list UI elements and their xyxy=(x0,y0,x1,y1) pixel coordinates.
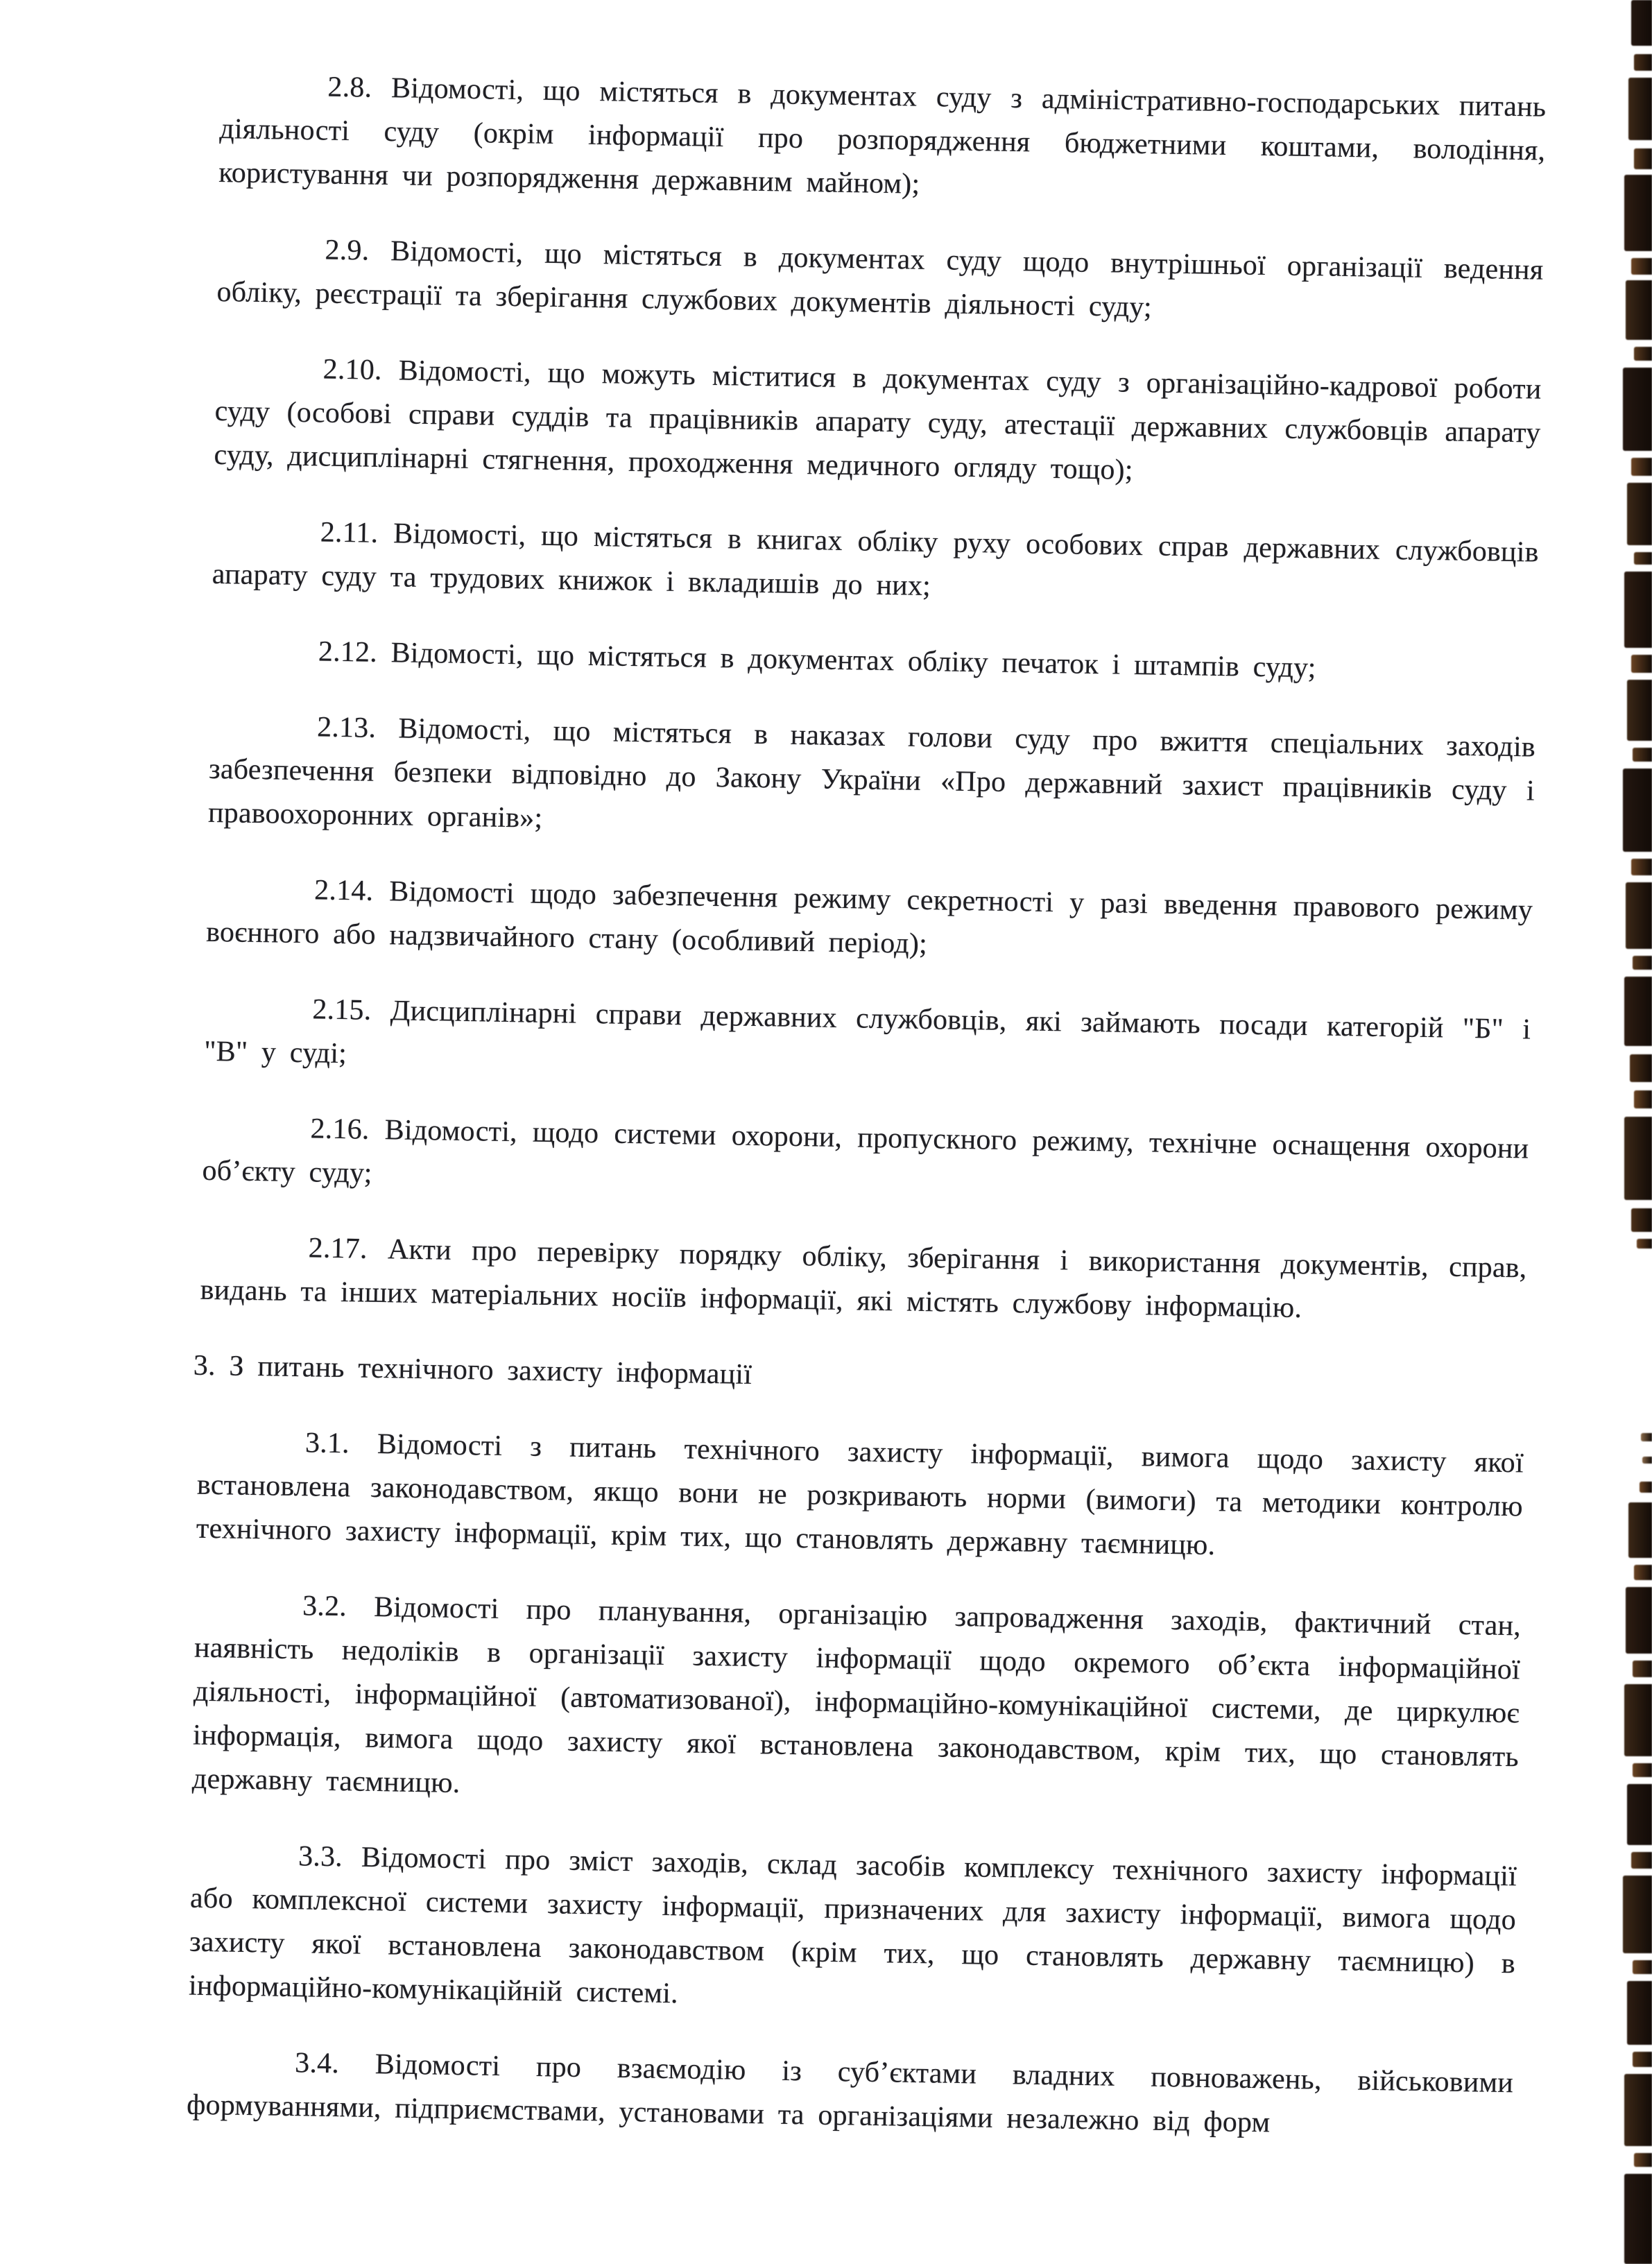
paragraph-3-1 xyxy=(196,1420,1524,1573)
paragraph-number: 2.16. xyxy=(310,1113,370,1146)
paragraph-text: Відомості, щодо системи охорони, пропускного режиму, технічне оснащення охорони об’єкту суду; xyxy=(202,1114,1529,1190)
scan-edge-mark xyxy=(1624,2174,1652,2264)
document-text-block xyxy=(186,64,1547,2181)
scan-edge-mark xyxy=(1624,175,1652,251)
scan-edge-mark xyxy=(1627,680,1652,741)
paragraph-3-4 xyxy=(187,2040,1514,2150)
scan-edge-mark xyxy=(1627,1981,1652,2045)
scan-edge-mark xyxy=(1627,483,1652,545)
scan-edge-mark xyxy=(1633,1960,1652,1974)
paragraph-number: 2.14. xyxy=(313,874,374,907)
scan-edge-mark xyxy=(1624,572,1652,648)
paragraph-2-14 xyxy=(206,867,1533,977)
paragraph-2-8 xyxy=(218,64,1547,217)
scan-edge-mark xyxy=(1634,2153,1652,2167)
scan-edge-mark xyxy=(1631,655,1652,673)
paragraph-text: Відомості про планування, організацію запровадження заходів, фактичний стан, наявність недоліків в організації захисту інформації щодо окремого об’єкта інформаційної діяльності, інформаційної (автоматизованої), інформаційно-комунікаційної системи, де циркулює інформація, вимога щодо захисту якої встановлена законодавством, крім тих, що становлять державну таємницю. xyxy=(191,1590,1522,1800)
paragraph-2-13 xyxy=(208,704,1536,857)
scan-edge-mark xyxy=(1633,2052,1652,2067)
scan-edge-mark xyxy=(1627,1784,1652,1845)
scan-edge-mark xyxy=(1631,859,1652,875)
paragraph-2-15 xyxy=(204,986,1531,1096)
paragraph-text: Дисциплінарні справи державних службовців, які займають посади категорій "Б" і "В" у суді; xyxy=(204,995,1531,1070)
scan-edge-mark xyxy=(1624,2074,1652,2146)
scan-edge-mark xyxy=(1624,977,1652,1046)
paragraph-number: 2.15. xyxy=(312,993,372,1027)
scan-edge-mark xyxy=(1633,748,1652,762)
scan-edge-mark xyxy=(1631,1208,1652,1232)
paragraph-text: Відомості про зміст заходів, склад засобів комплексу технічного захисту інформації або комплексної системи захисту інформації, призначених для захисту інформації, вимога щодо захисту якої встановлена законодавством (крім тих, що становлять державну таємницю) в інформаційно-комунікаційній системі. xyxy=(188,1841,1517,2010)
paragraph-number: 2.13. xyxy=(316,711,377,744)
scan-edge-mark xyxy=(1626,882,1652,949)
paragraph-number: 2.11. xyxy=(320,516,379,549)
scan-edge-mark xyxy=(1623,1876,1652,1953)
paragraph-number: 3.3. xyxy=(298,1840,343,1873)
paragraph-number: 3.1. xyxy=(304,1427,350,1460)
section-number: 3. xyxy=(193,1349,216,1382)
section-title: З питань технічного захисту інформації xyxy=(229,1350,752,1391)
paragraph-text: Акти про перевірку порядку обліку, зберігання і використання документів, справ, видань та інших матеріальних носіїв інформації, які містять службову інформацію. xyxy=(200,1233,1527,1325)
scan-edge-mark xyxy=(1634,148,1652,169)
paragraph-number: 2.9. xyxy=(325,234,370,267)
paragraph-text: Відомості, що містяться в книгах обліку руху особових справ державних службовців апарату суду та трудових книжок і вкладишів до них; xyxy=(212,517,1539,603)
paragraph-text: Відомості, що містяться в наказах голови суду про вжиття спеціальних заходів забезпечення безпеки відповідно до Закону України «Про державний захист працівників суду і правоохоронних органів»; xyxy=(207,712,1536,834)
paragraph-text: Відомості щодо забезпечення режиму секретності у разі введення правового режиму воєнного або надзвичайного стану (особливий період); xyxy=(205,875,1533,961)
paragraph-2-17 xyxy=(200,1225,1527,1335)
scan-edge-mark xyxy=(1634,552,1652,565)
scan-edge-mark xyxy=(1640,1482,1652,1493)
paragraph-number: 2.12. xyxy=(318,635,378,669)
scan-edge-mark xyxy=(1624,1684,1652,1756)
paragraph-text: Відомості, що містяться в документах обліку печаток і штампів суду; xyxy=(390,637,1316,685)
scan-edge-mark xyxy=(1626,1587,1652,1654)
paragraph-text: Відомості з питань технічного захисту інформації, вимога щодо захисту якої встановлена законодавством, якщо вони не розкривають норми (вимоги) та методики контролю технічного захисту інформації, крім тих, що становлять державну таємницю. xyxy=(196,1428,1524,1562)
scan-edge-mark xyxy=(1633,1763,1652,1777)
scan-edge-mark xyxy=(1624,1117,1652,1200)
paragraph-text: Відомості, що можуть міститися в документах суду з організаційно-кадрової роботи суду (особові справи суддів та працівників апарату суду, атестації державних службовців апарату суду, дисциплінарні стягнення, проходження медичного огляду тощо); xyxy=(214,354,1542,486)
paragraph-number: 3.2. xyxy=(302,1590,347,1623)
scan-edge-mark xyxy=(1626,280,1652,340)
paragraph-text: Відомості, що містяться в документах суду щодо внутрішньої організації ведення обліку, реєстрації та зберігання службових документів діяльності суду; xyxy=(216,235,1544,324)
scan-edge-mark xyxy=(1634,54,1652,71)
scan-edge-mark xyxy=(1634,347,1652,361)
paragraph-number: 3.4. xyxy=(294,2047,340,2080)
scan-edge-artifact xyxy=(1608,0,1652,2264)
scan-edge-mark xyxy=(1623,769,1652,852)
scan-edge-mark xyxy=(1633,956,1652,970)
scan-edge-mark xyxy=(1634,1565,1652,1580)
paragraph-number: 2.8. xyxy=(327,71,372,104)
paragraph-2-11 xyxy=(212,509,1539,619)
paragraph-2-10 xyxy=(214,346,1542,499)
scan-edge-mark xyxy=(1637,1239,1652,1249)
scan-edge-mark xyxy=(1631,1852,1652,1869)
paragraph-number: 2.17. xyxy=(308,1232,368,1265)
scan-edge-mark xyxy=(1634,1090,1652,1108)
scan-edge-mark xyxy=(1628,1502,1652,1558)
scan-edge-mark xyxy=(1642,1457,1652,1464)
scan-edge-mark xyxy=(1631,258,1652,275)
scan-edge-mark xyxy=(1628,78,1652,140)
paragraph-2-9 xyxy=(216,227,1544,336)
paragraph-number: 2.10. xyxy=(322,353,383,386)
scan-edge-mark xyxy=(1623,368,1652,451)
scan-edge-mark xyxy=(1633,1661,1652,1677)
paragraph-2-16 xyxy=(202,1106,1529,1215)
paragraph-text: Відомості, що містяться в документах суду з адміністративно-господарських питань діяльності суду (окрім інформації про розпорядження бюджетними коштами, володіння, користування чи розпорядження державним майном); xyxy=(218,72,1547,200)
paragraph-text: Відомості про взаємодію із суб’єктами владних повноважень, військовими формуваннями, підприємствами, установами та організаціями незалежно від форм xyxy=(186,2048,1514,2139)
scan-edge-mark xyxy=(1641,1433,1652,1441)
scan-edge-mark xyxy=(1631,458,1652,476)
paragraph-2-12 xyxy=(210,628,1537,694)
paragraph-3-3 xyxy=(189,1833,1517,2030)
scan-edge-mark xyxy=(1630,1054,1652,1082)
scan-edge-mark xyxy=(1631,0,1652,46)
paragraph-3-2 xyxy=(191,1583,1521,1824)
section-heading-3 xyxy=(193,1344,1525,1410)
